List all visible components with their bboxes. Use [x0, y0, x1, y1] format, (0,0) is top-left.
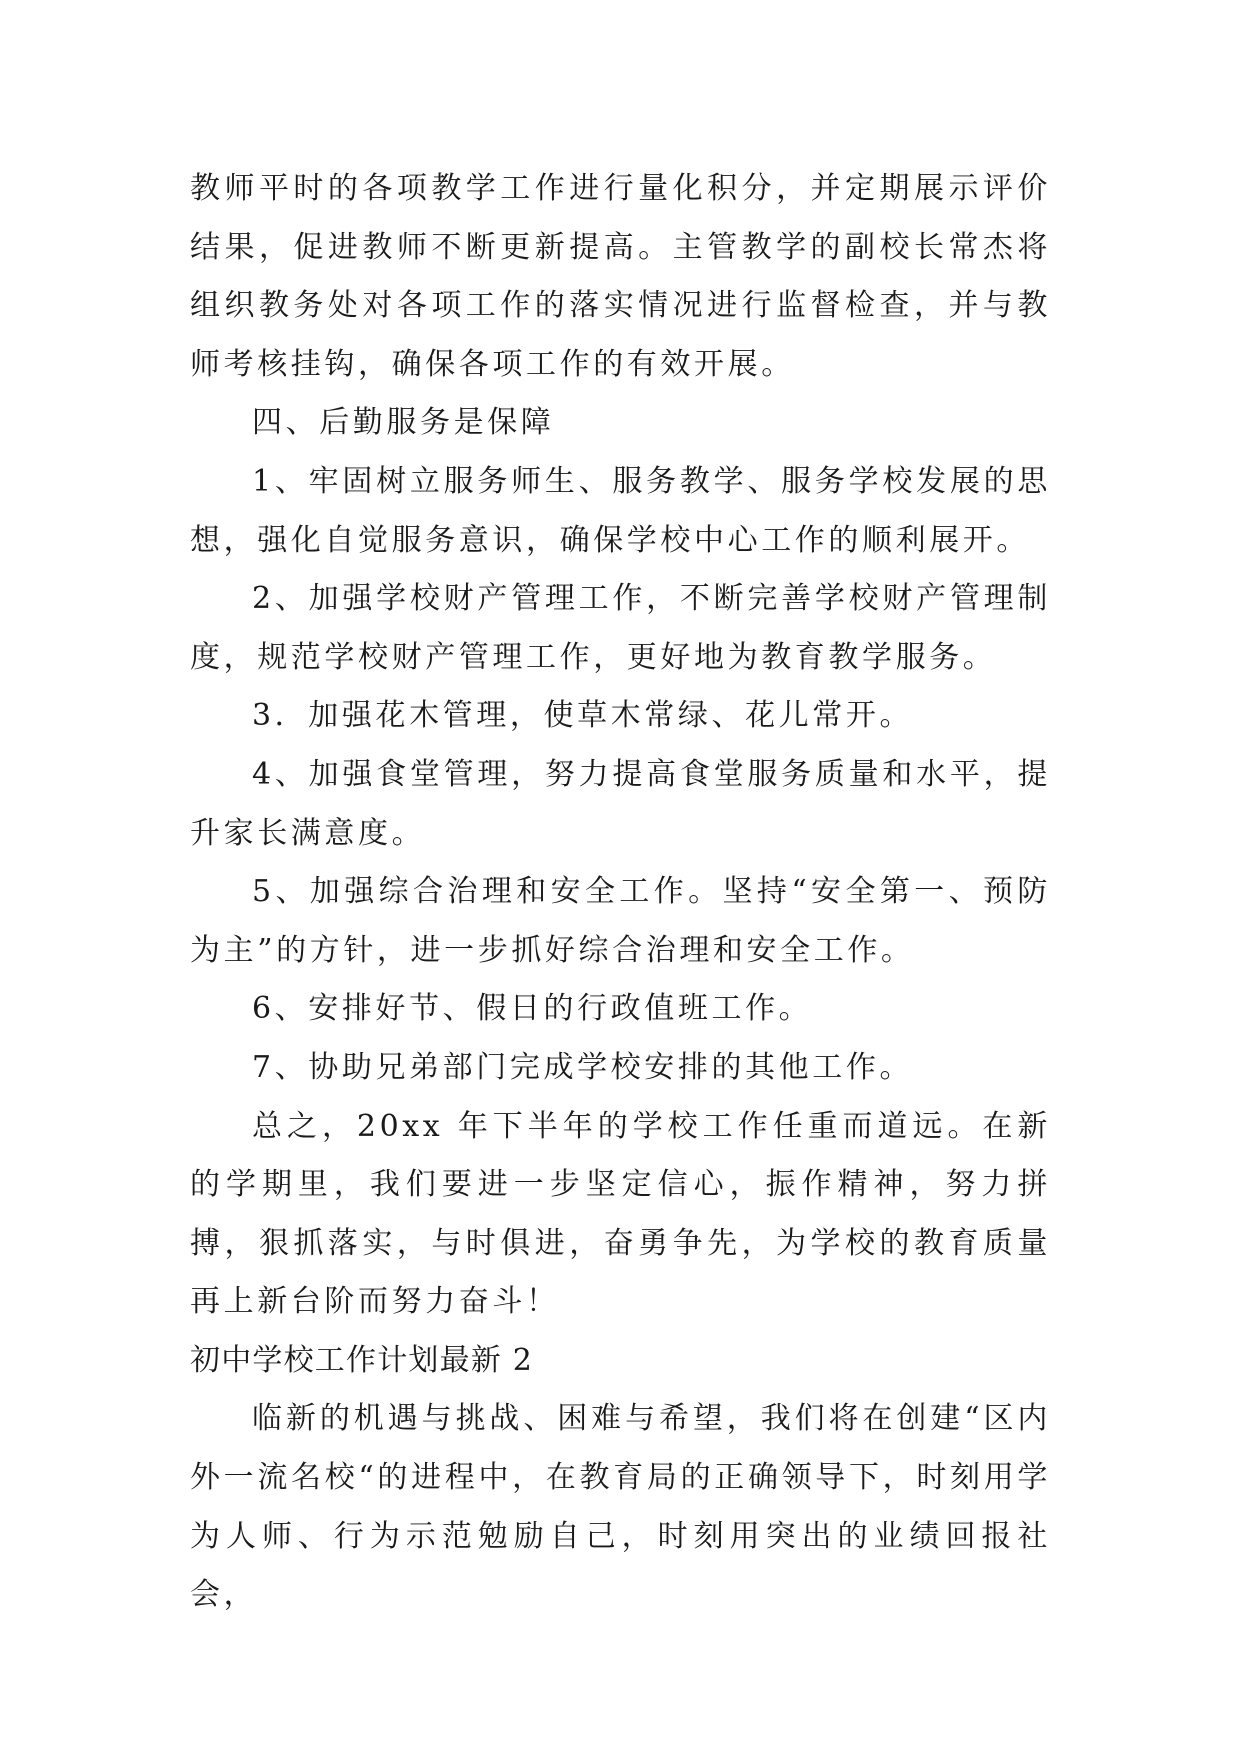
section-heading-logistics: 四、后勤服务是保障	[252, 405, 555, 441]
document-title-2: 初中学校工作计划最新 2	[190, 1342, 534, 1378]
list-item-5: 5、加强综合治理和安全工作。坚持“安全第一、预防为主”的方针，进一步抓好综合治理和安全工作。	[190, 874, 1051, 968]
paragraph-conclusion: 总之，20xx 年下半年的学校工作任重而道远。在新的学期里，我们要进一步坚定信心，振作精神，努力拼搏，狠抓落实，与时俱进，奋勇争先，为学校的教育质量再上新台阶而努力奋斗！	[190, 1108, 1051, 1320]
list-item-6: 6、安排好节、假日的行政值班工作。	[252, 991, 813, 1027]
paragraph-intro-2: 临新的机遇与挑战、困难与希望，我们将在创建“区内外一流名校“的进程中，在教育局的正确领导下，时刻用学为人师、行为示范勉励自己，时刻用突出的业绩回报社会，	[190, 1401, 1051, 1613]
list-item-1: 1、牢固树立服务师生、服务教学、服务学校发展的思想，强化自觉服务意识，确保学校中心工作的顺利展开。	[190, 463, 1051, 558]
list-item-2: 2、加强学校财产管理工作，不断完善学校财产管理制度，规范学校财产管理工作，更好地为教育教学服务。	[190, 581, 1051, 675]
list-item-3: 3．加强花木管理，使草木常绿、花儿常开。	[252, 698, 914, 734]
list-item-4: 4、加强食堂管理，努力提高食堂服务质量和水平，提升家长满意度。	[190, 756, 1051, 851]
list-item-7: 7、协助兄弟部门完成学校安排的其他工作。	[252, 1049, 914, 1085]
paragraph-continuation: 教师平时的各项教学工作进行量化积分，并定期展示评价结果，促进教师不断更新提高。主管教学的副校长常杰将组织教务处对各项工作的落实情况进行监督检查，并与教师考核挂钩，确保各项工作的有效开展。	[190, 171, 1051, 382]
